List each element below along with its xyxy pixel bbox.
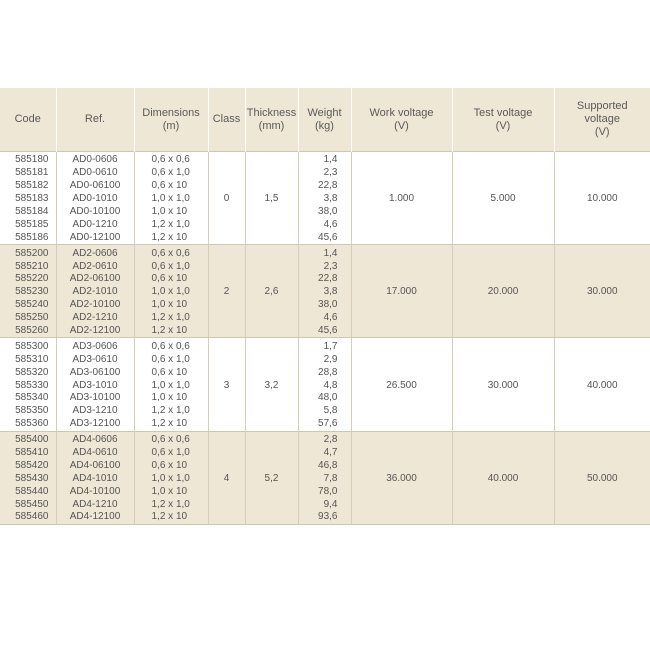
cell-weight: 9,4 (298, 498, 351, 511)
cell-dimensions: 1,0 x 10 (134, 485, 208, 498)
cell-ref: AD2-1010 (56, 286, 134, 299)
cell-ref: AD2-06100 (56, 273, 134, 286)
cell-code: 585350 (0, 405, 56, 418)
cell-code: 585430 (0, 472, 56, 485)
cell-ref: AD4-10100 (56, 485, 134, 498)
cell-class: 2 (208, 245, 245, 338)
header-test-voltage-text: (V) (495, 119, 511, 132)
header-supported-voltage (554, 88, 650, 152)
cell-dimensions: 1,2 x 1,0 (134, 218, 208, 231)
cell-ref: AD0-06100 (56, 180, 134, 193)
class-group (0, 338, 650, 431)
cell-code: 585460 (0, 511, 56, 524)
cell-code: 585360 (0, 418, 56, 431)
cell-code: 585420 (0, 459, 56, 472)
cell-code: 585260 (0, 325, 56, 338)
cell-test-voltage: 30.000 (452, 338, 554, 431)
cell-code: 585183 (0, 193, 56, 206)
cell-weight: 1,4 (298, 245, 351, 260)
cell-dimensions: 0,6 x 0,6 (134, 152, 208, 167)
cell-ref: AD4-0606 (56, 431, 134, 446)
cell-dimensions: 1,2 x 1,0 (134, 405, 208, 418)
cell-class: 3 (208, 338, 245, 431)
cell-weight: 78,0 (298, 485, 351, 498)
cell-thickness: 5,2 (245, 431, 298, 524)
cell-supported-voltage: 30.000 (554, 245, 650, 338)
cell-work-voltage: 1.000 (351, 152, 452, 245)
cell-ref: AD2-0606 (56, 245, 134, 260)
cell-code: 585410 (0, 447, 56, 460)
cell-weight: 45,6 (298, 325, 351, 338)
cell-dimensions: 0,6 x 1,0 (134, 167, 208, 180)
header-code (0, 88, 56, 152)
cell-supported-voltage: 40.000 (554, 338, 650, 431)
header-test-voltage-text: Test voltage (473, 106, 533, 119)
table-row (0, 245, 650, 260)
header-ref-text: Ref. (84, 113, 106, 125)
table-header (0, 88, 650, 152)
cell-dimensions: 1,0 x 1,0 (134, 472, 208, 485)
header-weight-text: (kg) (315, 119, 334, 132)
cell-weight: 48,0 (298, 392, 351, 405)
header-supported-voltage-text: (V) (594, 126, 610, 138)
cell-code: 585400 (0, 431, 56, 446)
cell-weight: 38,0 (298, 299, 351, 312)
cell-ref: AD4-12100 (56, 511, 134, 524)
cell-weight: 46,8 (298, 459, 351, 472)
cell-dimensions: 1,2 x 1,0 (134, 312, 208, 325)
cell-thickness: 1,5 (245, 152, 298, 245)
cell-weight: 7,8 (298, 472, 351, 485)
cell-code: 585180 (0, 152, 56, 167)
table-row (0, 431, 650, 446)
cell-code: 585210 (0, 260, 56, 273)
header-test-voltage (452, 88, 554, 152)
cell-test-voltage: 20.000 (452, 245, 554, 338)
cell-dimensions: 0,6 x 10 (134, 459, 208, 472)
cell-ref: AD2-0610 (56, 260, 134, 273)
cell-weight: 4,7 (298, 447, 351, 460)
cell-weight: 38,0 (298, 206, 351, 219)
cell-supported-voltage: 50.000 (554, 431, 650, 524)
spec-table (0, 88, 650, 525)
cell-dimensions: 0,6 x 10 (134, 366, 208, 379)
cell-code: 585184 (0, 206, 56, 219)
cell-ref: AD0-0606 (56, 152, 134, 167)
cell-ref: AD4-06100 (56, 459, 134, 472)
header-work-voltage-text: (V) (394, 119, 409, 132)
cell-ref: AD0-0610 (56, 167, 134, 180)
table-row (0, 152, 650, 167)
header-class (208, 88, 245, 152)
cell-weight: 2,8 (298, 431, 351, 446)
cell-ref: AD2-1210 (56, 312, 134, 325)
cell-weight: 45,6 (298, 231, 351, 244)
cell-class: 0 (208, 152, 245, 245)
cell-weight: 4,8 (298, 379, 351, 392)
cell-dimensions: 0,6 x 0,6 (134, 338, 208, 353)
cell-ref: AD0-1210 (56, 218, 134, 231)
cell-ref: AD3-06100 (56, 366, 134, 379)
cell-dimensions: 1,0 x 1,0 (134, 193, 208, 206)
cell-ref: AD3-12100 (56, 418, 134, 431)
cell-thickness: 2,6 (245, 245, 298, 338)
cell-code: 585186 (0, 231, 56, 244)
cell-code: 585182 (0, 180, 56, 193)
cell-dimensions: 1,2 x 1,0 (134, 498, 208, 511)
header-thickness-text: (mm) (258, 119, 285, 132)
header-dimensions-text: (m) (162, 119, 180, 132)
header-work-voltage-text: Work voltage (369, 106, 434, 119)
cell-code: 585181 (0, 167, 56, 180)
cell-weight: 5,8 (298, 405, 351, 418)
cell-supported-voltage: 10.000 (554, 152, 650, 245)
header-supported-voltage-text: Supported (576, 100, 628, 112)
cell-dimensions: 1,2 x 10 (134, 511, 208, 524)
cell-ref: AD2-12100 (56, 325, 134, 338)
cell-ref: AD3-1010 (56, 379, 134, 392)
cell-dimensions: 0,6 x 0,6 (134, 431, 208, 446)
cell-code: 585250 (0, 312, 56, 325)
cell-test-voltage: 5.000 (452, 152, 554, 245)
cell-code: 585230 (0, 286, 56, 299)
cell-weight: 2,3 (298, 167, 351, 180)
cell-work-voltage: 17.000 (351, 245, 452, 338)
header-dimensions (134, 88, 208, 152)
header-thickness (245, 88, 298, 152)
cell-dimensions: 0,6 x 0,6 (134, 245, 208, 260)
class-group (0, 431, 650, 524)
cell-dimensions: 0,6 x 10 (134, 180, 208, 193)
cell-work-voltage: 26.500 (351, 338, 452, 431)
cell-dimensions: 0,6 x 1,0 (134, 353, 208, 366)
header-dimensions-text: Dimensions (142, 106, 200, 119)
cell-weight: 4,6 (298, 312, 351, 325)
cell-code: 585450 (0, 498, 56, 511)
header-weight-text: Weight (307, 106, 342, 119)
cell-ref: AD3-1210 (56, 405, 134, 418)
cell-weight: 57,6 (298, 418, 351, 431)
header-class-text: Class (212, 113, 241, 125)
cell-ref: AD0-12100 (56, 231, 134, 244)
cell-dimensions: 0,6 x 1,0 (134, 260, 208, 273)
cell-ref: AD4-0610 (56, 447, 134, 460)
cell-code: 585240 (0, 299, 56, 312)
cell-dimensions: 1,0 x 10 (134, 206, 208, 219)
cell-weight: 3,8 (298, 286, 351, 299)
class-group (0, 245, 650, 338)
cell-ref: AD3-0610 (56, 353, 134, 366)
cell-weight: 22,8 (298, 273, 351, 286)
cell-ref: AD3-0606 (56, 338, 134, 353)
cell-dimensions: 1,0 x 10 (134, 299, 208, 312)
header-supported-voltage-text: voltage (584, 113, 620, 125)
cell-weight: 2,9 (298, 353, 351, 366)
cell-dimensions: 1,2 x 10 (134, 418, 208, 431)
cell-weight: 93,6 (298, 511, 351, 524)
cell-ref: AD4-1210 (56, 498, 134, 511)
cell-code: 585200 (0, 245, 56, 260)
cell-code: 585320 (0, 366, 56, 379)
cell-dimensions: 1,0 x 10 (134, 392, 208, 405)
cell-code: 585300 (0, 338, 56, 353)
class-group (0, 152, 650, 245)
cell-ref: AD4-1010 (56, 472, 134, 485)
header-ref (56, 88, 134, 152)
cell-weight: 28,8 (298, 366, 351, 379)
cell-dimensions: 0,6 x 1,0 (134, 447, 208, 460)
cell-dimensions: 1,0 x 1,0 (134, 286, 208, 299)
cell-code: 585310 (0, 353, 56, 366)
cell-dimensions: 1,2 x 10 (134, 231, 208, 244)
cell-weight: 22,8 (298, 180, 351, 193)
cell-weight: 4,6 (298, 218, 351, 231)
cell-code: 585340 (0, 392, 56, 405)
cell-dimensions: 0,6 x 10 (134, 273, 208, 286)
cell-ref: AD3-10100 (56, 392, 134, 405)
cell-dimensions: 1,0 x 1,0 (134, 379, 208, 392)
cell-ref: AD2-10100 (56, 299, 134, 312)
cell-ref: AD0-1010 (56, 193, 134, 206)
cell-work-voltage: 36.000 (351, 431, 452, 524)
header-code-text: Code (14, 113, 41, 125)
cell-weight: 1,7 (298, 338, 351, 353)
cell-code: 585330 (0, 379, 56, 392)
cell-code: 585440 (0, 485, 56, 498)
header-work-voltage (351, 88, 452, 152)
cell-ref: AD0-10100 (56, 206, 134, 219)
cell-weight: 3,8 (298, 193, 351, 206)
cell-weight: 2,3 (298, 260, 351, 273)
header-thickness-text: Thickness (246, 106, 297, 119)
cell-dimensions: 1,2 x 10 (134, 325, 208, 338)
cell-class: 4 (208, 431, 245, 524)
cell-weight: 1,4 (298, 152, 351, 167)
header-weight (298, 88, 351, 152)
table-row (0, 338, 650, 353)
cell-code: 585220 (0, 273, 56, 286)
cell-test-voltage: 40.000 (452, 431, 554, 524)
cell-code: 585185 (0, 218, 56, 231)
cell-thickness: 3,2 (245, 338, 298, 431)
